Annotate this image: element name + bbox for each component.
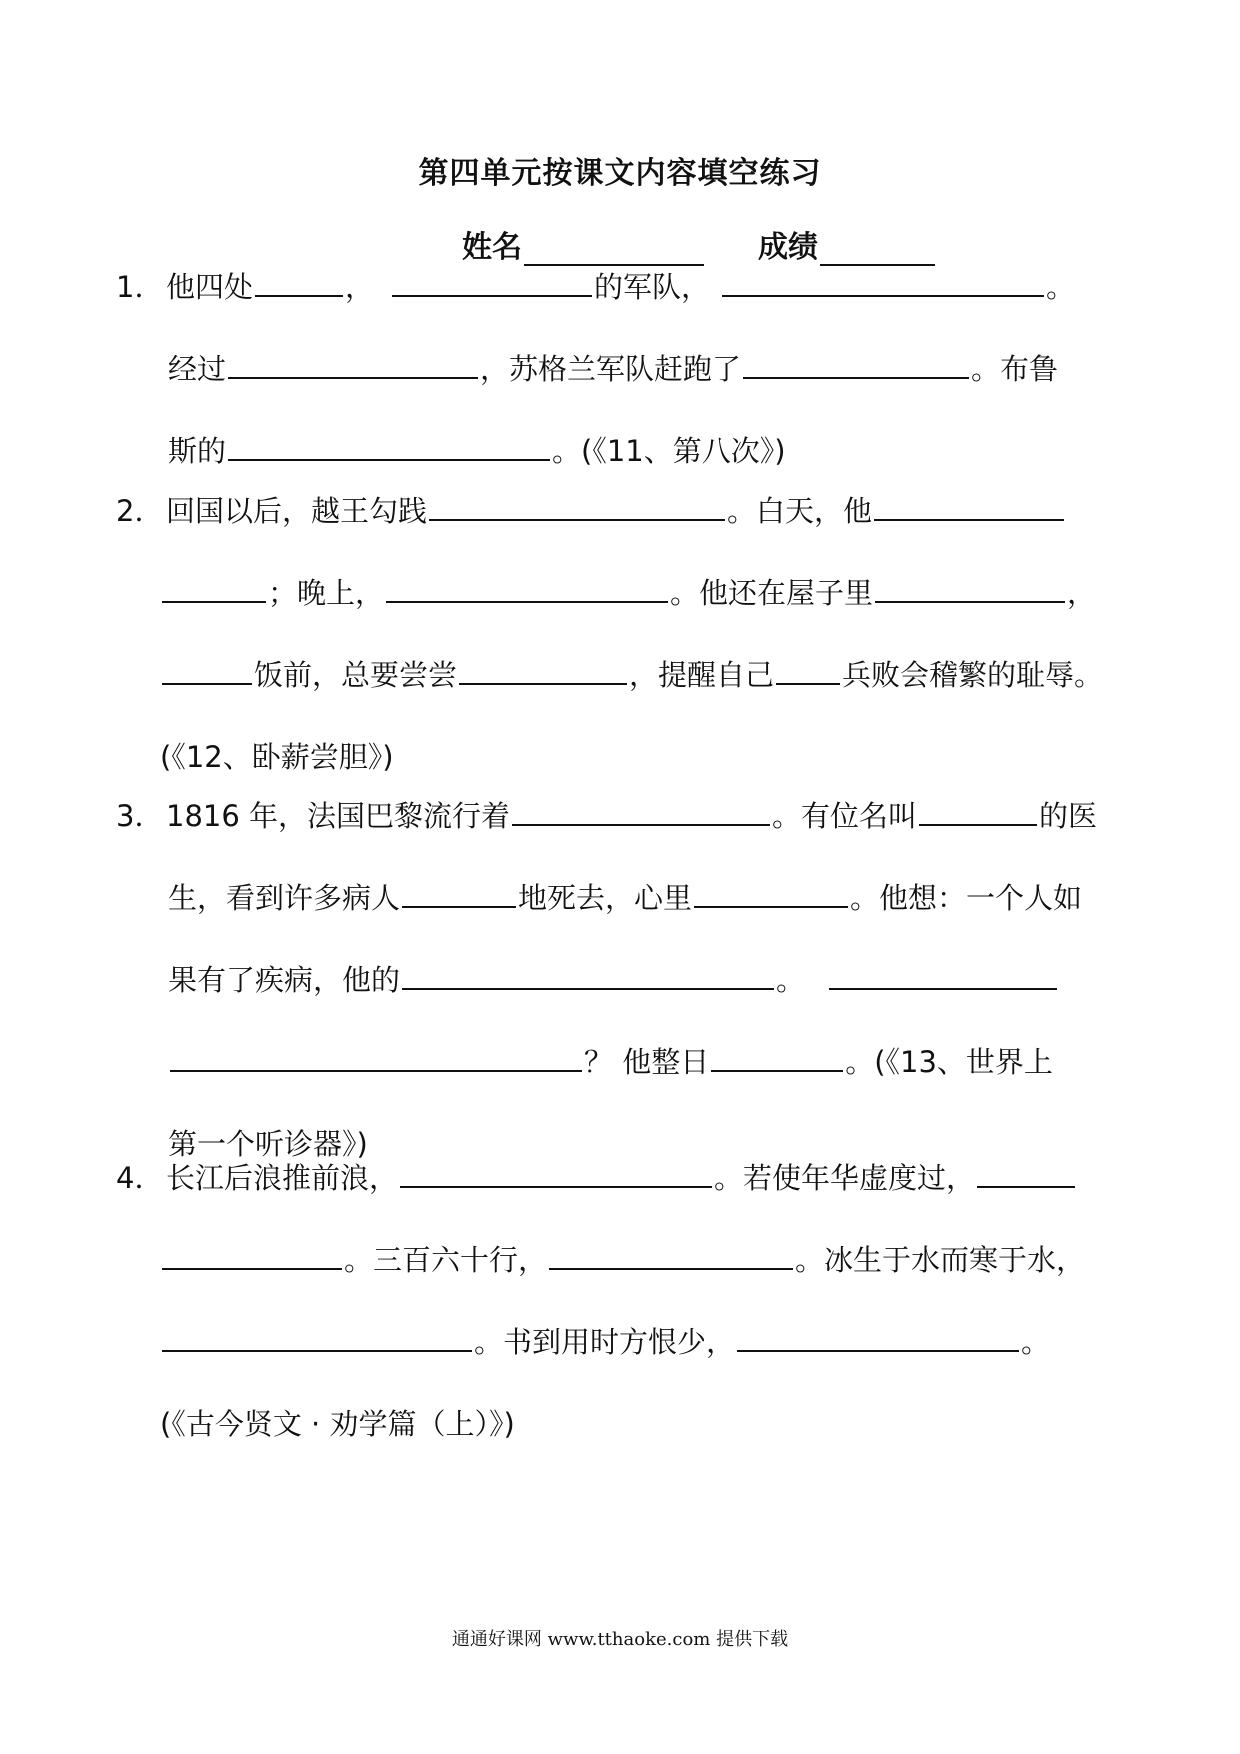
question-text: 。有位名叫 [772, 799, 918, 833]
name-label: 姓名 [462, 230, 522, 265]
blank-field[interactable] [402, 877, 516, 908]
question-text: 。若使年华虚度过， [714, 1161, 976, 1195]
blank-field[interactable] [459, 654, 627, 685]
blank-field[interactable] [722, 266, 1044, 297]
question-3 [116, 775, 1097, 1185]
question-text: 的医 [1039, 799, 1098, 833]
blank-field[interactable] [400, 1157, 712, 1188]
question-text: ，提醒自己 [629, 658, 775, 692]
blank-field[interactable] [737, 1321, 1019, 1352]
blank-field[interactable] [743, 348, 969, 379]
score-label: 成绩 [758, 230, 818, 265]
blank-field[interactable] [874, 490, 1064, 521]
question-text: ？ 他整日 [584, 1045, 710, 1079]
question-text: 生，看到许多病人 [168, 881, 401, 915]
question-text: 。 [1021, 1325, 1051, 1359]
blank-field[interactable] [429, 490, 725, 521]
question-text: 。冰生于水而寒于水， [795, 1243, 1086, 1277]
source-citation: (《12、卧薪尝胆》) [160, 740, 394, 774]
blank-field[interactable] [694, 877, 848, 908]
blank-field[interactable] [549, 1239, 793, 1270]
question-text: 回国以后，越王勾践 [166, 494, 428, 528]
question-text: ，苏格兰军队赶跑了 [480, 352, 742, 386]
question-text: 斯的 [168, 434, 227, 468]
question-text: 长江后浪推前浪， [166, 1161, 399, 1195]
question-text: 经过 [168, 352, 227, 386]
question-number: 4． [116, 1161, 164, 1195]
question-number: 1． [116, 270, 164, 304]
question-text: 。他还在屋子里 [670, 576, 874, 610]
question-text: 。 [1046, 270, 1076, 304]
question-text: 1816 年，法国巴黎流行着 [166, 799, 511, 833]
source-citation: (《古今贤文 · 劝学篇（上）》) [160, 1407, 515, 1441]
blank-field[interactable] [512, 795, 770, 826]
blank-field[interactable] [402, 959, 774, 990]
blank-field[interactable] [162, 654, 252, 685]
source-citation: 第一个听诊器》) [168, 1127, 368, 1161]
question-text: 果有了疾病，他的 [168, 963, 401, 997]
question-text: 。白天，他 [727, 494, 873, 528]
blank-field[interactable] [977, 1157, 1075, 1188]
question-text: 地死去，心里 [518, 881, 693, 915]
question-2 [116, 470, 1103, 798]
blank-field[interactable] [919, 795, 1037, 826]
question-text: 。布鲁 [971, 352, 1059, 386]
question-text: 兵败会稽繁的耻辱。 [842, 658, 1104, 692]
blank-field[interactable] [386, 572, 668, 603]
question-1 [116, 246, 1075, 492]
footer-credit: 通通好课网 www.tthaoke.com 提供下载 [451, 1629, 789, 1650]
blank-field[interactable] [875, 572, 1065, 603]
blank-field[interactable] [170, 1041, 582, 1072]
question-text: ；晚上， [268, 576, 385, 610]
blank-field[interactable] [228, 430, 550, 461]
question-text: 饭前，总要尝尝 [254, 658, 458, 692]
question-text: 。书到用时方恨少， [474, 1325, 736, 1359]
question-4 [116, 1137, 1085, 1465]
blank-field[interactable] [829, 959, 1057, 990]
blank-field[interactable] [162, 1239, 342, 1270]
question-text: ， [1067, 576, 1097, 610]
question-number: 2． [116, 494, 164, 528]
question-text: 的军队， [594, 270, 711, 304]
question-text: 。三百六十行， [344, 1243, 548, 1277]
question-text: 。 [776, 963, 806, 997]
question-number: 3． [116, 799, 164, 833]
question-text: 他四处 [166, 270, 254, 304]
page-title: 第四单元按课文内容填空练习 [418, 156, 822, 191]
question-text: 。他想：一个人如 [850, 881, 1083, 915]
question-text: 。(《11、第八次》) [552, 434, 786, 468]
blank-field[interactable] [162, 1321, 472, 1352]
question-text: ， [345, 270, 375, 304]
blank-field[interactable] [162, 572, 266, 603]
blank-field[interactable] [392, 266, 592, 297]
blank-field[interactable] [255, 266, 343, 297]
blank-field[interactable] [776, 654, 840, 685]
blank-field[interactable] [228, 348, 478, 379]
blank-field[interactable] [711, 1041, 843, 1072]
question-text: 。(《13、世界上 [845, 1045, 1053, 1079]
